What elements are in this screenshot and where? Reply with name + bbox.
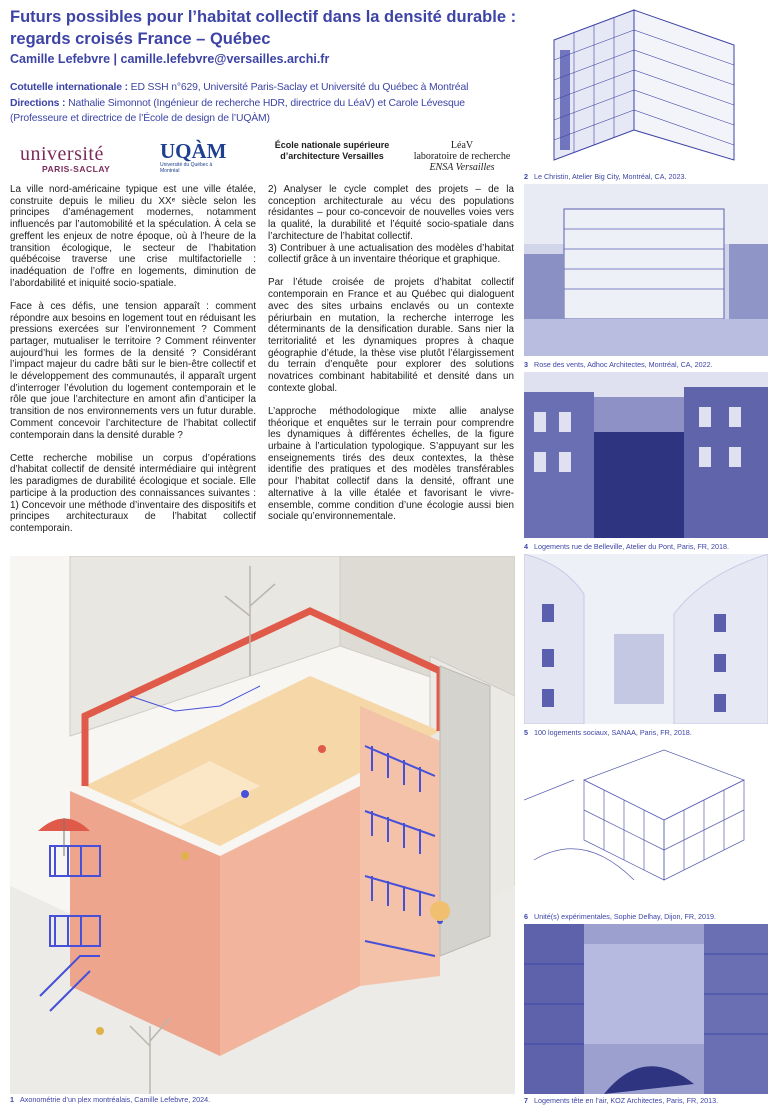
paragraph: La ville nord-américaine typique est une ville étalée, construite depuis le milieu du XXᵉ siècle selon les principes d’aménagement modernes, notamment influencés par l’automobilité et la spéculation. À cela se greffent les enjeux de notre époque, où à l’heure de la transition écologique, le secteur de l’habitation québécoise traverse une crise multifactorielle : inadéquation de l’offre en logements, diminution de l’abordabilité et iniquité socio-spatiale. xyxy=(10,184,256,289)
photo-rue-de-belleville xyxy=(524,372,768,538)
ensa-versailles-logo: École nationale supérieure d’architecture Versailles xyxy=(274,140,390,161)
figure-caption: 6 Unité(s) expérimentales, Sophie Delhay, Dijon, FR, 2019. xyxy=(524,912,717,921)
uqam-logo: UQÀM Université du Québec à Montréal xyxy=(160,139,227,174)
figure-caption: 2 Le Christin, Atelier Big City, Montréal, CA, 2023. xyxy=(524,172,687,181)
author-line: Camille Lefebvre | camille.lefebvre@versailles.archi.fr xyxy=(10,52,330,66)
affiliations xyxy=(10,80,520,127)
paragraph: Par l’étude croisée de projets d’habitat collectif contemporain en France et au Québec qui dialoguent avec des sites urbains enclavés ou un contexte périurbain en mutation, la recherche interroge les déterminants de la densification durable. Sans nier la territorialité et les dynamiques propres à chaque géographie d’étude, la thèse vise plutôt l’élargissement du terrain d’enquête pour explorer des solutions novatrices combinant habitabilité et densité dans un contexte global. xyxy=(268,277,514,394)
axonometric-illustration xyxy=(10,556,515,1094)
directions-text: Nathalie Simonnot (Ingénieur de recherche HDR, directrice du LéaV) et Carole Lévesque (Professeure et directrice de l’École de design de l’UQÀM) xyxy=(10,97,465,124)
photo-tete-en-l-air xyxy=(524,924,768,1094)
figure-caption: 1 Axonométrie d’un plex montréalais, Camille Lefebvre, 2024. xyxy=(10,1095,211,1104)
paragraph: L’approche méthodologique mixte allie analyse théorique et enquêtes sur le terrain pour comprendre les dynamiques à différentes échelles, de la figure urbaine à l’articulation typologique. S’appuyant sur les enseignements tirés des deux contextes, la thèse identifie des pratiques et des modèles transférables pour l’habitat collectif dans la densité, offrant une alternative à la ville étalée et favorisant le vivre-ensemble, comme condition d’une écologie aussi bien sociale qu’environnementale. xyxy=(268,405,514,523)
paragraph: 3) Contribuer à une actualisation des modèles d’habitat collectif grâce à un inventaire théorique et graphique. xyxy=(268,242,514,266)
figure-caption: 3 Rose des vents, Adhoc Architectes, Montréal, CA, 2022. xyxy=(524,360,713,369)
paragraph: Cette recherche mobilise un corpus d’opérations d’habitat collectif de densité intermédiaire qui intègrent les paradigmes de durabilité écologique et sociale. Elle participe à la production des connaissances suivantes : 1) Concevoir une méthode d’inventaire des dispositifs et principes architecturaux de l’habitat collectif contemporain. xyxy=(10,452,256,534)
poster-title: Futurs possibles pour l’habitat collectif dans la densité durable : regards croisés France – Québec xyxy=(10,8,517,48)
drawing-unites-experimentales xyxy=(524,740,768,908)
logo-row xyxy=(10,138,520,178)
paragraph: Face à ces défis, une tension apparaît : comment répondre aux besoins en logement tout en réduisant les pressions exercées sur l’environnement ? Comment partager, mutualiser le territoire ? Comment réinventer aujourd’hui les formes de la densité ? Considérant l’impact majeur du cadre bâti sur le bien-être collectif et le développement des communautés, il apparaît urgent d’interroger l’évolution du logement contemporain et le rôle que joue l’architecture en amont afin d’anticiper la transition de nos environnements vers un futur durable. Comment concevoir l’architecture de l’habitat collectif contemporain dans la densité durable ? xyxy=(10,300,256,441)
photo-rose-des-vents xyxy=(524,184,768,356)
cotutelle-text: ED SSH n°629, Université Paris-Saclay et Université du Québec à Montréal xyxy=(130,82,469,93)
figure-caption: 7 Logements tête en l’air, KOZ Architectes, Paris, FR, 2013. xyxy=(524,1096,719,1105)
text-column-left xyxy=(10,184,256,546)
figure-caption: 4 Logements rue de Belleville, Atelier du Pont, Paris, FR, 2018. xyxy=(524,542,729,551)
photo-sanaa xyxy=(524,554,768,724)
text-column-right xyxy=(268,184,514,534)
paris-saclay-logo: université PARIS-SACLAY xyxy=(20,143,111,174)
figure-caption: 5 100 logements sociaux, SANAA, Paris, FR, 2018. xyxy=(524,728,692,737)
leav-logo: LéaV laboratoire de recherche ENSA Versailles xyxy=(413,140,511,173)
cotutelle-label: Cotutelle internationale : xyxy=(10,82,128,93)
directions-label: Directions : xyxy=(10,97,66,109)
paragraph: 2) Analyser le cycle complet des projets – de la conception architecturale au vécu des populations résidantes – pour co-concevoir de nouvelles voies vers la qualité, la durabilité et l’équité socio-spatiale dans l’architecture de l’habitat collectif. xyxy=(268,184,514,242)
photo-le-christin xyxy=(524,0,768,168)
